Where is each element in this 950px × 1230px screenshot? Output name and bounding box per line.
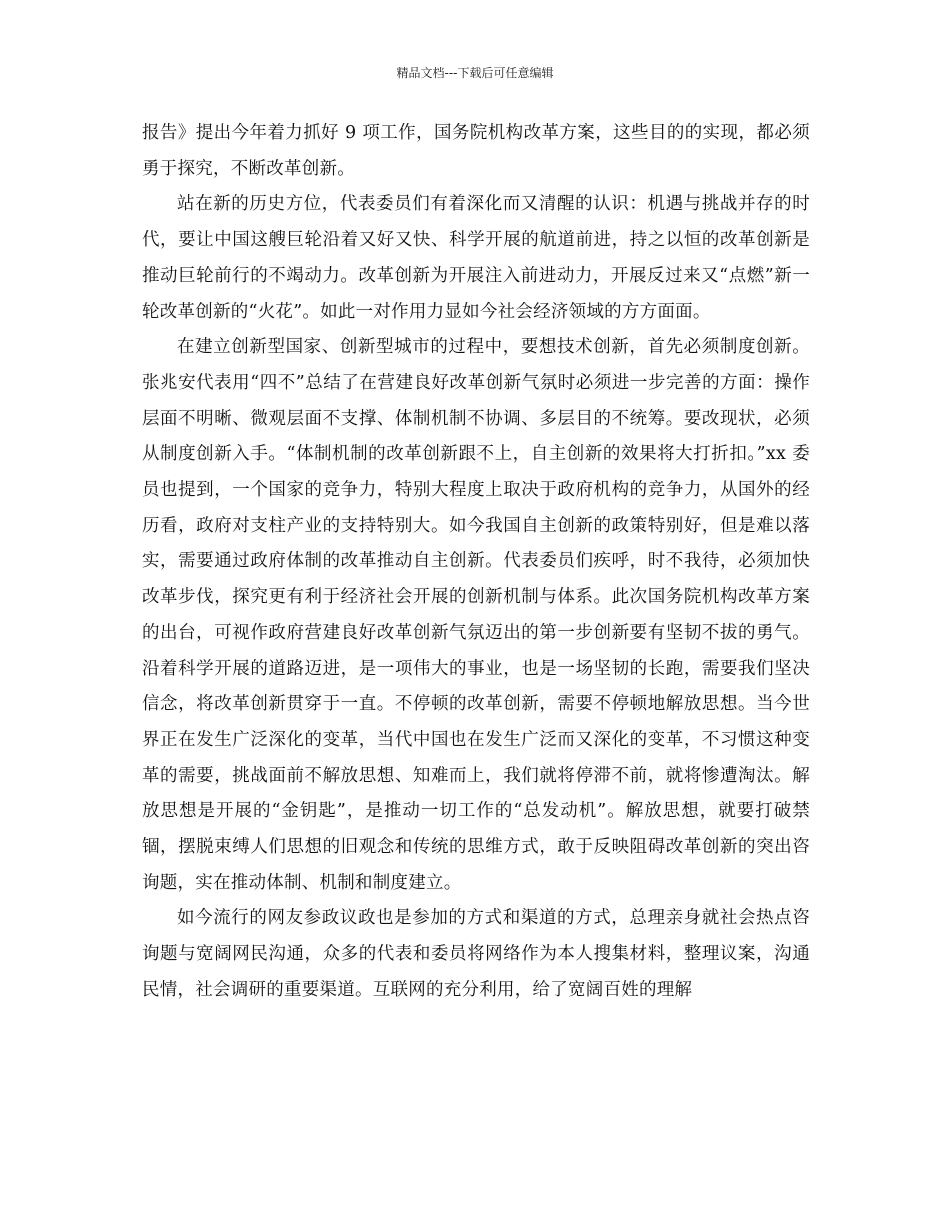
- paragraph-continued: 报告》提出今年着力抓好 9 项工作，国务院机构改革方案，这些目的的实现，都必须勇于探究，不断改革创新。: [142, 123, 810, 179]
- document-body: [142, 116, 810, 1009]
- paragraph: 如今流行的网友参政议政也是参加的方式和渠道的方式，总理亲身就社会热点咨询题与宽阔网民沟通，众多的代表和委员将网络作为本人搜集材料，整理议案，沟通民情，社会调研的重要渠道。互联网的充分利用，给了宽阔百姓的理解: [142, 908, 810, 1000]
- paragraph: 站在新的历史方位，代表委员们有着深化而又清醒的认识：机遇与挑战并存的时代，要让中国这艘巨轮沿着又好又快、科学开展的航道前进，持之以恒的改革创新是推动巨轮前行的不竭动力。改革创新为开展注入前进动力，开展反过来又“点燃”新一轮改革创新的“火花”。如此一对作用力显如今社会经济领域的方方面面。: [142, 194, 810, 322]
- paragraph: 在建立创新型国家、创新型城市的过程中，要想技术创新，首先必须制度创新。张兆安代表用“四不”总结了在营建良好改革创新气氛时必须进一步完善的方面：操作层面不明晰、微观层面不支撑、体制机制不协调、多层目的不统筹。要改现状，必须从制度创新入手。“体制机制的改革创新跟不上，自主创新的效果将大打折扣。”xx 委员也提到，一个国家的竞争力，特别大程度上取决于政府机构的竞争力，从国外的经历看，政府对支柱产业的支持特别大。如今我国自主创新的政策特别好，但是难以落实，需要通过政府体制的改革推动自主创新。代表委员们疾呼，时不我待，必须加快改革步伐，探究更有利于经济社会开展的创新机制与体系。此次国务院机构改革方案的出台，可视作政府营建良好改革创新气氛迈出的第一步创新要有坚韧不拔的勇气。沿着科学开展的道路迈进，是一项伟大的事业，也是一场坚韧的长跑，需要我们坚决信念，将改革创新贯穿于一直。不停顿的改革创新，需要不停顿地解放思想。当今世界正在发生广泛深化的变革，当代中国也在发生广泛而又深化的变革，不习惯这种变革的需要，挑战面前不解放思想、知难而上，我们就将停滞不前，就将惨遭淘汰。解放思想是开展的“金钥匙”，是推动一切工作的“总发动机”。解放思想，就要打破禁锢，摆脱束缚人们思想的旧观念和传统的思维方式，敢于反映阻碍改革创新的突出咨询题，实在推动体制、机制和制度建立。: [142, 337, 810, 893]
- page-header: 精品文档---下载后可任意编辑: [396, 66, 554, 80]
